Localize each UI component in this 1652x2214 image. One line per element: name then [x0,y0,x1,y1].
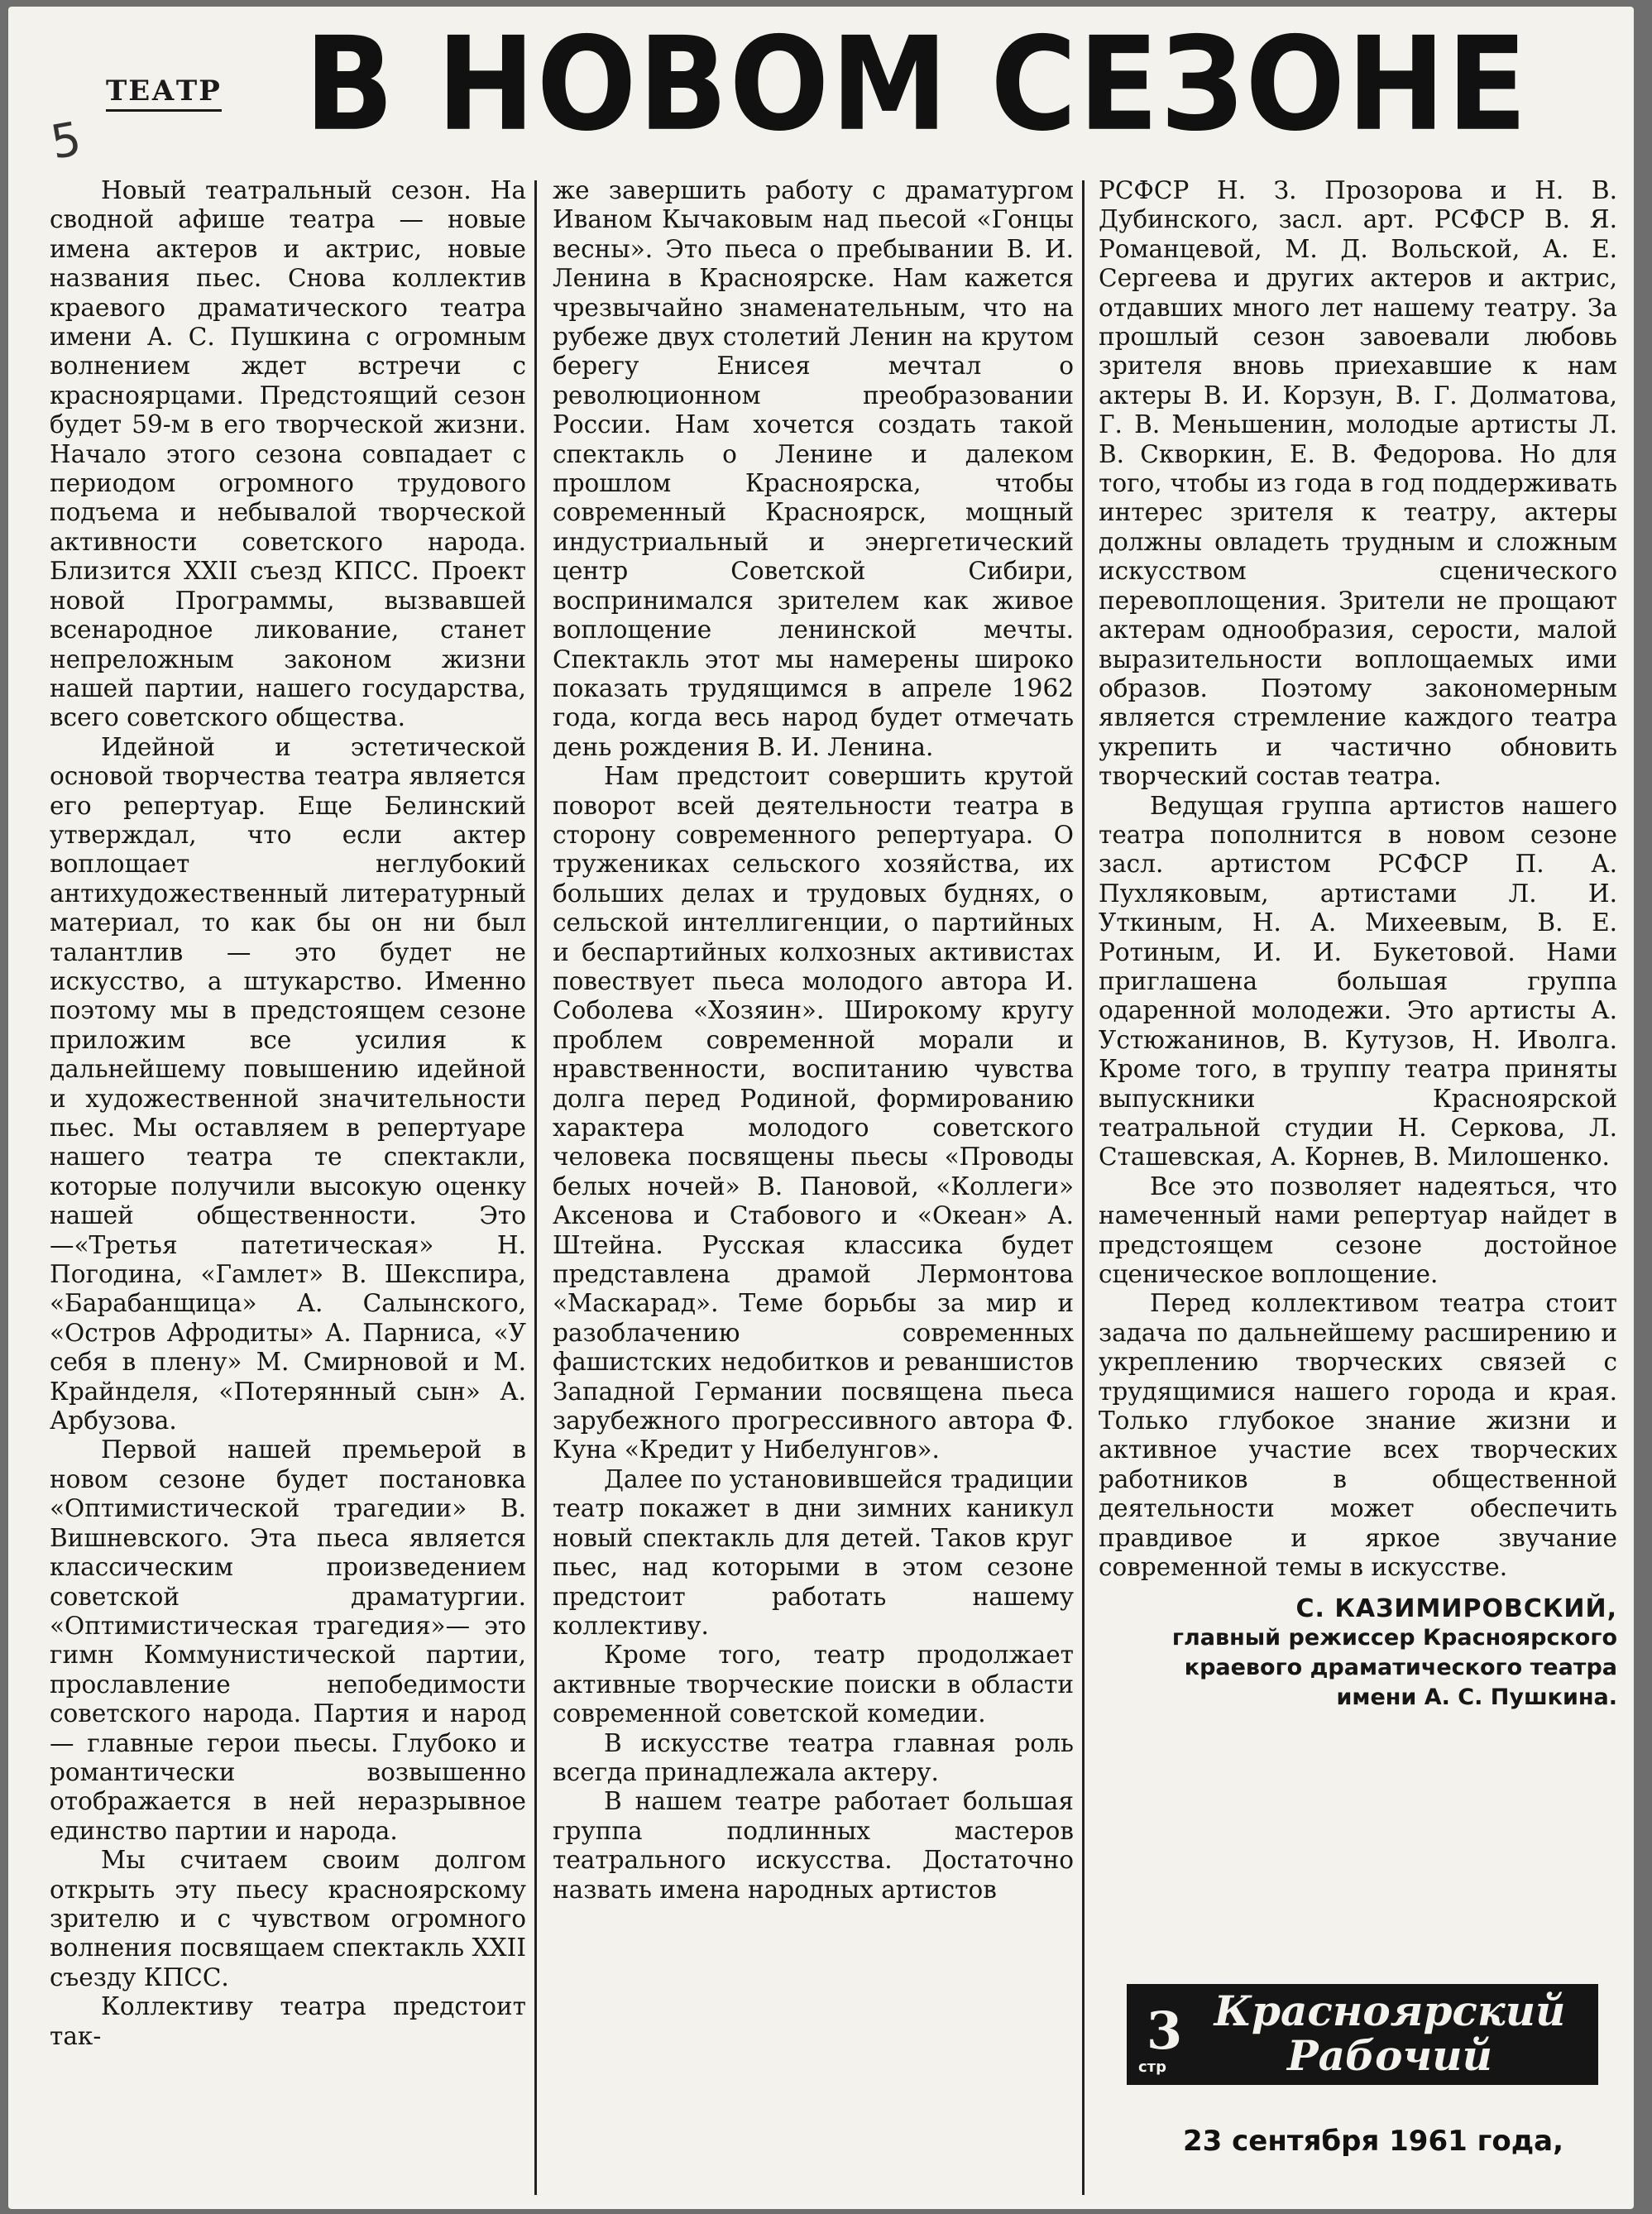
paragraph: Новый театральный сезон. На сводной афише театра — новые имена актеров и актрис, новые названия пьес. Снова коллектив краевого драматического театра имени А. С. Пушкина с огромным волнением ждет встречи с красноярцами. Предстоящий сезон будет 59-м в его творческой жизни. Начало этого сезона совпадает с периодом огромного трудового подъема и небывалой творческой активности советского народа. Близится XXII съезд КПСС. Проект новой Программы, вызвавшей всенародное ликование, станет непреложным законом жизни нашей партии, нашего государства, всего советского общества. [50,176,526,732]
paragraph: Первой нашей премьерой в новом сезоне будет постановка «Оптимистической трагедии» В. Вишневского. Эта пьеса является классическим произведением советской драматургии. «Оптимистическая трагедия»— это гимн Коммунистической партии, прославление непобедимости советского народа. Партия и народ — главные герои пьесы. Глубоко и романтически возвышенно отображается в ней неразрывное единство партии и народа. [50,1435,526,1845]
section-rubric: ТЕАТР [106,74,222,112]
newspaper-page [8,7,1634,2209]
page-number: 3 [1147,2001,1183,2061]
paragraph: Перед коллективом театра стоит задача по дальнейшему расширению и укреплению творческих связей с трудящимися нашего города и края. Только глубокое знание жизни и активное участие всех творческих работников в общественной деятельности может обеспечить правдивое и яркое звучание современной темы в искусстве. [1099,1289,1617,1582]
column-rule [1082,180,1085,2195]
article-column-2 [553,176,1074,2187]
paragraph: же завершить работу с драматургом Иваном Кычаковым над пьесой «Гонцы весны». Это пьеса о пребывании В. И. Ленина в Красноярске. Нам кажется чрезвычайно знаменательным, что на рубеже двух столетий Ленин на крутом берегу Енисея мечтал о революционном преобразовании России. Нам хочется создать такой спектакль о Ленине и далеком прошлом Красноярска, чтобы современный Красноярск, мощный индустриальный и энергетический центр Советской Сибири, воспринимался зрителем как живое воплощение ленинской мечты. Спектакль этот мы намерены широко показать трудящимся в апреле 1962 года, когда весь народ будет отмечать день рождения В. И. Ленина. [553,176,1074,761]
paragraph: РСФСР Н. З. Прозорова и Н. В. Дубинского, засл. арт. РСФСР В. Я. Романцевой, М. Д. Вольской, А. Е. Сергеева и других актеров и актрис, отдавших много лет нашему театру. За прошлый сезон завоевали любовь зрителя вновь приехавшие к нам актеры В. И. Корзун, В. Г. Долматова, Г. В. Меньшенин, молодые артисты Л. В. Скворкин, Е. В. Федорова. Но для того, чтобы из года в год поддерживать интерес зрителя к театру, актеры должны овладеть трудным и сложным искусством сценического перевоплощения. Зрители не прощают актерам однообразия, серости, малой выразительности воплощаемых ими образов. Поэтому закономерным является стремление каждого театра укрепить и частично обновить творческий состав театра. [1099,176,1617,791]
paragraph: Мы считаем своим долгом открыть эту пьесу красноярскому зрителю и с чувством огромного волнения посвящаем спектакль XXII съезду КПСС. [50,1846,526,1991]
paragraph: Идейной и эстетической основой творчества театра является его репертуар. Еще Белинский утверждал, что если актер воплощает неглубокий антихудожественный литературный материал, то как бы он ни был талантлив — это будет не искусство, а штукарство. Именно поэтому мы в предстоящем сезоне приложим все усилия к дальнейшему повышению идейной и художественной значительности пьес. Мы оставляем в репертуаре нашего театра те спектакли, которые получили высокую оценку нашей общественности. Это—«Третья патетическая» Н. Погодина, «Гамлет» В. Шекспира, «Барабанщица» А. Салынского, «Остров Афродиты» А. Парниса, «У себя в плену» М. Смирновой и М. Крайнделя, «Потерянный сын» А. Арбузова. [50,732,526,1435]
headline-word: НОВОМ [436,9,950,161]
article-column-1 [50,176,526,2187]
paragraph: В нашем театре работает большая группа подлинных мастеров театрального искусства. Достаточно назвать имена народных артистов [553,1787,1074,1904]
headline-word: СЕЗОНЕ [990,9,1529,161]
paragraph: Кроме того, театр продолжает активные творческие поиски в области современной советской комедии. [553,1641,1074,1728]
paragraph: В искусстве театра главная роль всегда принадлежала актеру. [553,1728,1074,1786]
paragraph: Коллективу театра предстоит так- [50,1992,526,2050]
handwritten-page-mark: 5 [46,112,86,170]
article-column-3 [1099,176,1617,1972]
issue-date: 23 сентября 1961 года, [1183,2125,1564,2158]
paragraph: Далее по установившейся традиции театр покажет в дни зимних каникул новый спектакль для детей. Таков круг пьес, над которыми в этом сезоне предстоит работать нашему коллективу. [553,1464,1074,1640]
author-name: С. КАЗИМИРОВСКИЙ, [1295,1593,1617,1623]
newspaper-title-line: Красноярский [1214,1986,1566,2035]
paragraph: Все это позволяет надеяться, что намеченный нами репертуар найдет в предстоящем сезоне достойное сценическое воплощение. [1099,1172,1617,1289]
newspaper-title [1191,1986,1588,2080]
page-label: стр [1138,2058,1166,2076]
headline-word: В [304,9,396,161]
author-role: главный режиссер Красноярского краевого драматического театра имени А. С. Пушкина. [1171,1624,1617,1710]
paragraph: Нам предстоит совершить крутой поворот всей деятельности театра в сторону современного репертуара. О тружениках сельского хозяйства, их больших делах и трудовых буднях, о сельской интеллигенции, о партийных и беспартийных колхозных активистах повествует пьеса молодого автора И. Соболева «Хозяин». Широкому кругу проблем современной морали и нравственности, воспитанию чувства долга перед Родиной, формированию характера молодого советского человека посвящены пьесы «Проводы белых ночей» В. Пановой, «Коллеги» Аксенова и Стабового и «Океан» А. Штейна. Русская классика будет представлена драмой Лермонтова «Маскарад». Теме борьбы за мир и разоблачению современных фашистских недобитков и реваншистов Западной Германии посвящена пьеса зарубежного прогрессивного автора Ф. Куна «Кредит у Нибелунгов». [553,762,1074,1464]
newspaper-title-line: Рабочий [1287,2031,1492,2080]
headline [304,9,1529,161]
paragraph: Ведущая группа артистов нашего театра пополнится в новом сезоне засл. артистом РСФСР П. А. Пухляковым, артистами Л. И. Уткиным, Н. А. Михеевым, В. Е. Ротиным, И. И. Букетовой. Нами приглашена большая группа одаренной молодежи. Это артисты А. Устюжанинов, В. Кутузов, Н. Иволга. Кроме того, в труппу театра приняты выпускники Красноярской театральной студии Н. Серкова, Л. Сташевская, А. Корнев, В. Милошенко. [1099,791,1617,1172]
newspaper-masthead [1127,1984,1598,2085]
column-rule [534,180,537,2195]
